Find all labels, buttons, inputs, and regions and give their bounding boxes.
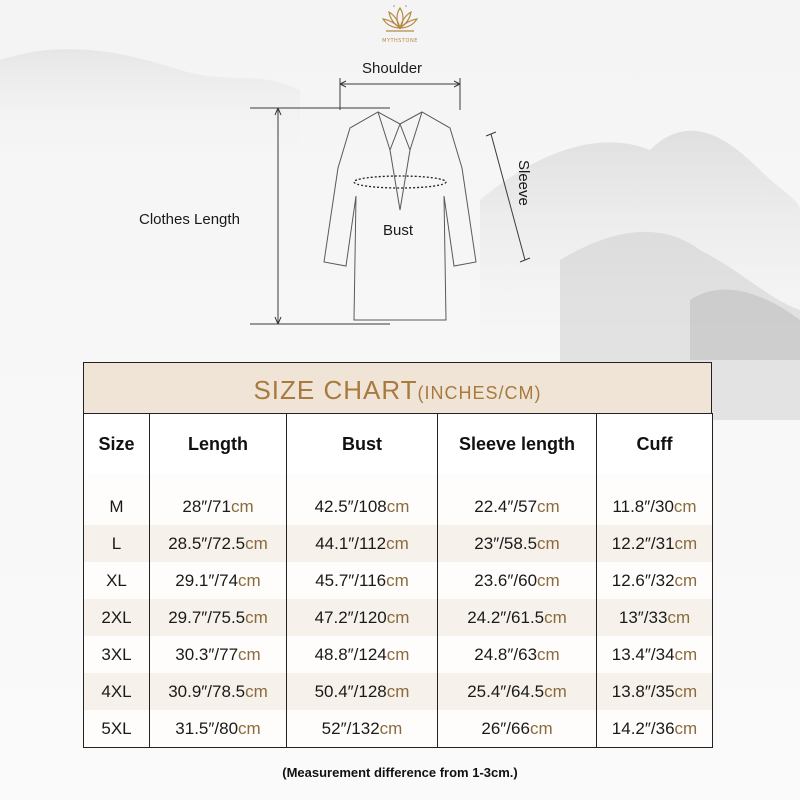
size-chart-title-unit: (INCHES/CM) bbox=[417, 383, 542, 403]
cuff-unit: cm bbox=[667, 607, 691, 627]
header-bust: Bust bbox=[287, 414, 438, 475]
size-cell: L bbox=[84, 525, 150, 562]
length-unit: cm bbox=[245, 533, 268, 553]
length-value: 30.9″/78.5 bbox=[168, 681, 246, 701]
length-cell bbox=[150, 525, 287, 562]
bust-unit: cm bbox=[386, 533, 409, 553]
sleeve-cell bbox=[438, 710, 597, 748]
cuff-cell bbox=[597, 525, 713, 562]
sleeve-cell bbox=[438, 525, 597, 562]
spacer-cell bbox=[150, 474, 287, 488]
bust-cell bbox=[287, 599, 438, 636]
bust-value: 44.1″/112 bbox=[315, 533, 387, 553]
spacer-cell bbox=[287, 474, 438, 488]
bust-label: Bust bbox=[383, 222, 414, 239]
length-cell bbox=[150, 599, 287, 636]
sleeve-value: 23.6″/60 bbox=[474, 570, 538, 590]
bust-cell bbox=[287, 636, 438, 673]
cuff-value: 11.8″/30 bbox=[612, 496, 674, 516]
sleeve-cell bbox=[438, 673, 597, 710]
sleeve-unit: cm bbox=[537, 533, 560, 553]
shoulder-label: Shoulder bbox=[362, 60, 423, 77]
bust-value: 52″/132 bbox=[321, 718, 380, 738]
sleeve-value: 22.4″/57 bbox=[474, 496, 538, 516]
sleeve-unit: cm bbox=[537, 570, 560, 590]
sleeve-cell bbox=[438, 636, 597, 673]
length-value: 29.7″/75.5 bbox=[168, 607, 246, 627]
logo-text: MYTHSTONE bbox=[382, 38, 418, 44]
length-unit: cm bbox=[245, 681, 268, 701]
sleeve-cell bbox=[438, 599, 597, 636]
bust-cell bbox=[287, 710, 438, 748]
spacer-cell bbox=[84, 474, 150, 488]
cuff-unit: cm bbox=[674, 533, 698, 553]
sleeve-value: 24.8″/63 bbox=[474, 644, 538, 664]
length-cell bbox=[150, 562, 287, 599]
length-unit: cm bbox=[238, 644, 261, 664]
table-row bbox=[84, 710, 713, 748]
cuff-value: 12.6″/32 bbox=[611, 570, 675, 590]
cuff-cell bbox=[597, 710, 713, 748]
cuff-unit: cm bbox=[674, 570, 698, 590]
length-value: 28″/71 bbox=[182, 496, 231, 516]
cuff-unit: cm bbox=[673, 496, 697, 516]
sleeve-value: 23″/58.5 bbox=[474, 533, 538, 553]
garment-diagram bbox=[0, 0, 800, 340]
cuff-cell bbox=[597, 562, 713, 599]
length-cell bbox=[150, 636, 287, 673]
length-cell bbox=[150, 488, 287, 525]
size-cell: 5XL bbox=[84, 710, 150, 748]
clothes-length-label: Clothes Length bbox=[139, 211, 240, 228]
cuff-unit: cm bbox=[674, 644, 698, 664]
sleeve-value: 26″/66 bbox=[481, 718, 530, 738]
length-unit: cm bbox=[230, 496, 254, 516]
bust-unit: cm bbox=[386, 681, 410, 701]
cuff-value: 14.2″/36 bbox=[611, 718, 675, 738]
length-value: 29.1″/74 bbox=[175, 570, 239, 590]
cuff-cell bbox=[597, 599, 713, 636]
bust-value: 48.8″/124 bbox=[314, 644, 387, 664]
table-row bbox=[84, 599, 713, 636]
header-cuff: Cuff bbox=[597, 414, 713, 475]
size-chart-title-text: SIZE CHART bbox=[253, 375, 418, 405]
cuff-value: 13.4″/34 bbox=[611, 644, 675, 664]
length-unit: cm bbox=[245, 607, 268, 627]
bust-unit: cm bbox=[386, 607, 410, 627]
length-unit: cm bbox=[238, 570, 261, 590]
size-chart bbox=[83, 362, 712, 746]
header-sleeve-length: Sleeve length bbox=[438, 414, 597, 475]
bust-unit: cm bbox=[386, 644, 410, 664]
cuff-value: 13″/33 bbox=[618, 607, 668, 627]
size-cell: 4XL bbox=[84, 673, 150, 710]
length-cell bbox=[150, 710, 287, 748]
size-cell: 2XL bbox=[84, 599, 150, 636]
bust-unit: cm bbox=[379, 718, 403, 738]
table-row bbox=[84, 673, 713, 710]
cuff-cell bbox=[597, 673, 713, 710]
size-table bbox=[83, 413, 713, 748]
spacer-cell bbox=[438, 474, 597, 488]
cuff-unit: cm bbox=[674, 681, 698, 701]
length-unit: cm bbox=[238, 718, 261, 738]
cuff-cell bbox=[597, 636, 713, 673]
table-row bbox=[84, 636, 713, 673]
bust-cell bbox=[287, 673, 438, 710]
bust-unit: cm bbox=[386, 496, 410, 516]
sleeve-unit: cm bbox=[529, 718, 553, 738]
sleeve-unit: cm bbox=[544, 681, 567, 701]
length-value: 28.5″/72.5 bbox=[168, 533, 246, 553]
sleeve-value: 24.2″/61.5 bbox=[467, 607, 545, 627]
sleeve-cell bbox=[438, 488, 597, 525]
size-cell: 3XL bbox=[84, 636, 150, 673]
table-row bbox=[84, 488, 713, 525]
measurement-note: (Measurement difference from 1-3cm.) bbox=[282, 765, 518, 780]
length-cell bbox=[150, 673, 287, 710]
header-size: Size bbox=[84, 414, 150, 475]
cuff-unit: cm bbox=[674, 718, 698, 738]
cuff-value: 12.2″/31 bbox=[611, 533, 675, 553]
size-cell: XL bbox=[84, 562, 150, 599]
spacer-cell bbox=[597, 474, 713, 488]
size-chart-title bbox=[83, 362, 712, 414]
table-row bbox=[84, 525, 713, 562]
table-row bbox=[84, 562, 713, 599]
bust-value: 42.5″/108 bbox=[314, 496, 387, 516]
size-cell: M bbox=[84, 488, 150, 525]
sleeve-unit: cm bbox=[537, 496, 560, 516]
bust-value: 50.4″/128 bbox=[314, 681, 387, 701]
length-value: 31.5″/80 bbox=[175, 718, 239, 738]
bust-cell bbox=[287, 562, 438, 599]
bust-cell bbox=[287, 525, 438, 562]
sleeve-unit: cm bbox=[544, 607, 567, 627]
bust-value: 45.7″/116 bbox=[315, 570, 387, 590]
sleeve-unit: cm bbox=[537, 644, 560, 664]
sleeve-label: Sleeve bbox=[515, 160, 532, 206]
spacer-row bbox=[84, 474, 713, 488]
header-length: Length bbox=[150, 414, 287, 475]
cuff-value: 13.8″/35 bbox=[611, 681, 675, 701]
bust-cell bbox=[287, 488, 438, 525]
bust-value: 47.2″/120 bbox=[314, 607, 387, 627]
cuff-cell bbox=[597, 488, 713, 525]
sleeve-cell bbox=[438, 562, 597, 599]
length-value: 30.3″/77 bbox=[175, 644, 239, 664]
sleeve-value: 25.4″/64.5 bbox=[467, 681, 545, 701]
bust-unit: cm bbox=[386, 570, 409, 590]
